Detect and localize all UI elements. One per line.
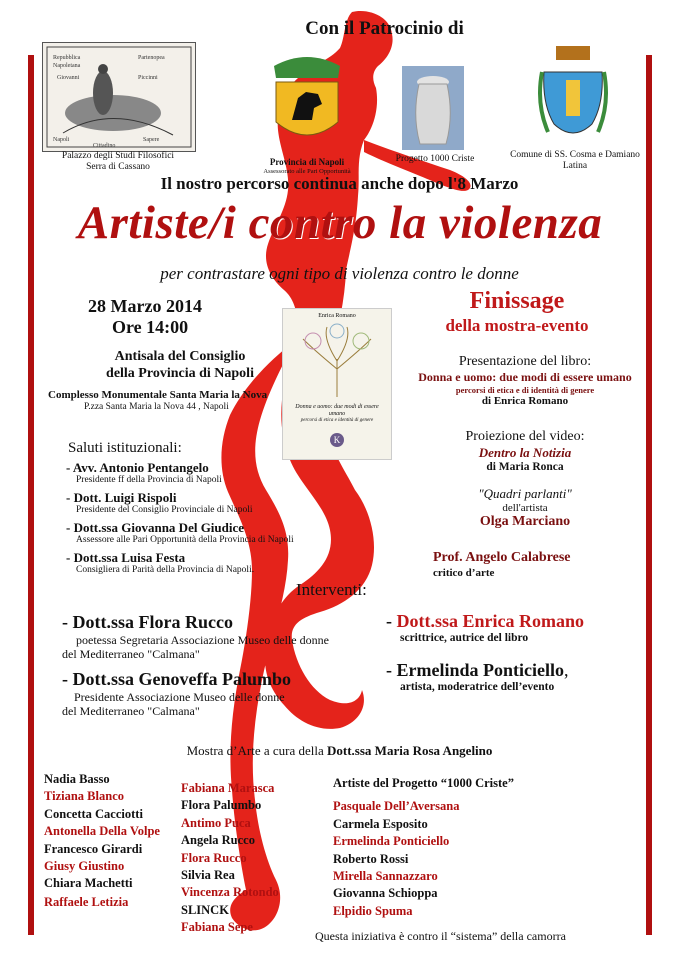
- artist-item: Raffaele Letizia: [44, 894, 129, 909]
- artist-item: Nadia Basso: [44, 772, 110, 786]
- video-author: di Maria Ronca: [486, 461, 564, 473]
- saluti-name-3: - Dott.ssa Giovanna Del Giudice: [66, 520, 245, 535]
- footer-note: Questa iniziativa è contro il “sistema” della camorra: [315, 929, 566, 943]
- comune-coat-of-arms: [538, 44, 608, 144]
- interventi-right: [386, 611, 646, 693]
- interventi-left: [62, 612, 392, 718]
- book-cover-subtitle: percorsi di etica e identità di genere: [300, 418, 374, 423]
- book-cover: [282, 308, 392, 460]
- engraving-caption-8: Cittadino: [93, 143, 116, 149]
- comune-caption-line-1: Comune di SS. Cosma e Damiano: [510, 150, 640, 160]
- engraving-illustration-icon: [43, 43, 195, 151]
- intervento-enrica-romano-name: Dott.ssa Enrica Romano: [396, 611, 584, 631]
- intervento-ermelinda-ponticiello: [386, 660, 646, 681]
- intervento-genoveffa-palumbo-role-1: Presidente Associazione Museo delle donne: [74, 690, 285, 704]
- artists-column-3: [333, 775, 573, 920]
- artists-column-2: [181, 780, 321, 937]
- palazzo-caption-line-1: Palazzo degli Studi Filosofici: [61, 151, 175, 161]
- intervento-genoveffa-palumbo-role-2: del Mediterraneo "Calmana": [62, 704, 200, 718]
- saluti-role-4: Consigliera di Parità della Provincia di Napoli.: [76, 565, 255, 575]
- engraving-caption-2: Napoletana: [53, 63, 81, 69]
- mostra-curator: Dott.ssa Maria Rosa Angelino: [327, 743, 493, 758]
- saluti-list: [66, 460, 366, 576]
- event-time: Ore 14:00: [112, 317, 189, 337]
- ceramic-vase-icon: [402, 66, 464, 150]
- saluti-label: Saluti istituzionali:: [68, 440, 182, 456]
- provincia-caption-line-2: Assessorato alle Pari Opportunità: [263, 168, 351, 175]
- artist-item: Chiara Machetti: [44, 876, 133, 891]
- event-venue-line-2: della Provincia di Napoli: [106, 366, 254, 381]
- artist-item: Flora Palumbo: [181, 798, 262, 813]
- provincia-caption-line-1: Provincia di Napoli: [269, 157, 345, 167]
- engraving-caption-4: Giovanni: [57, 75, 80, 81]
- comune-caption: [500, 150, 650, 172]
- engraving-caption-1: Repubblica: [53, 55, 81, 61]
- artist-item: Pasquale Dell’Aversana: [333, 799, 460, 814]
- quadri-line: dell'artista: [502, 502, 548, 514]
- progetto-criste-photo: [402, 66, 464, 150]
- presentation-label: Presentazione del libro:: [458, 354, 592, 369]
- artist-item: Francesco Girardi: [44, 841, 143, 856]
- interventi-label: Interventi:: [296, 580, 367, 599]
- artists-column-1: [44, 771, 194, 911]
- artist-item: Angela Rucco: [181, 833, 255, 848]
- mostra-line: [0, 743, 679, 759]
- saluti-role-2: Presidente del Consiglio Provinciale di Napoli: [76, 505, 253, 515]
- critic-name: Prof. Angelo Calabrese: [433, 550, 571, 565]
- quadri-title: "Quadri parlanti": [478, 486, 572, 501]
- intervento-ermelinda-role: artista, moderatrice dell’evento: [400, 681, 555, 693]
- artist-item: Fabiana Marasca: [181, 781, 275, 795]
- artist-item: Carmela Esposito: [333, 816, 428, 831]
- artist-item: Antonella Della Volpe: [44, 824, 160, 839]
- artist-item: Vincenza Rotondo: [181, 885, 279, 900]
- horse-shield-icon: [268, 48, 346, 158]
- artist-item: Silvia Rea: [181, 868, 235, 883]
- engraving-caption-3: Partenopea: [138, 55, 165, 61]
- main-title: Artiste/i contro la violenza: [77, 197, 603, 249]
- book-title: Donna e uomo: due modi di essere umano: [418, 370, 632, 384]
- critic-role: critico d’arte: [433, 567, 495, 579]
- quadri-parlanti: [410, 486, 640, 530]
- book-cover-author: Enrica Romano: [318, 313, 356, 319]
- artist-item: Roberto Rossi: [333, 851, 409, 866]
- intervento-enrica-romano-dash: -: [386, 611, 392, 631]
- event-complex: Complesso Monumentale Santa Maria la Nova: [48, 389, 268, 401]
- patronage-heading: Con il Patrocinio di: [305, 18, 464, 39]
- artist-item: Flora Rucco: [181, 850, 247, 865]
- saluti-name-4: - Dott.ssa Luisa Festa: [66, 550, 186, 565]
- video-label: Proiezione del video:: [465, 429, 585, 444]
- artists-project-label: Artiste del Progetto “1000 Criste”: [333, 776, 514, 790]
- video-title: Dentro la Notizia: [478, 445, 572, 460]
- finissage-title: Finissage: [469, 288, 565, 314]
- book-subtitle: percorsi di etica e di identità di genere: [455, 385, 595, 395]
- subtitle-top: Il nostro percorso continua anche dopo l'8 Marzo: [160, 174, 519, 193]
- event-date: 28 Marzo 2014: [88, 296, 202, 316]
- artist-item: Tiziana Blanco: [44, 789, 124, 804]
- palazzo-engraving-logo: [42, 42, 196, 152]
- book-author: di Enrica Romano: [481, 395, 569, 407]
- palazzo-caption-line-2: Serra di Cassano: [86, 162, 150, 172]
- event-venue: [60, 348, 300, 382]
- intervento-flora-rucco-role-1: poetessa Segretaria Associazione Museo delle donne: [76, 633, 329, 647]
- intervento-ermelinda-comma: ,: [563, 660, 569, 680]
- artist-item: Antimo Puca: [181, 815, 251, 830]
- event-address: P.zza Santa Maria la Nova 44 , Napoli: [84, 402, 229, 412]
- artist-item: Giovanna Schioppa: [333, 886, 438, 901]
- book-presentation: [400, 354, 650, 407]
- event-venue-line-1: Antisala del Consiglio: [114, 349, 246, 364]
- engraving-caption-6: Napoli: [53, 137, 70, 143]
- quadri-artist: Olga Marciano: [479, 514, 571, 529]
- progetto-caption: Progetto 1000 Criste: [395, 154, 475, 164]
- artist-item: Giusy Giustino: [44, 859, 125, 874]
- engraving-caption-7: Sapere: [143, 137, 160, 143]
- tree-illustration-icon: [283, 319, 391, 399]
- artist-item: Elpidio Spuma: [333, 903, 413, 918]
- intervento-flora-rucco: - Dott.ssa Flora Rucco: [62, 612, 233, 632]
- artist-item: Concetta Cacciotti: [44, 806, 143, 821]
- intervento-genoveffa-palumbo: - Dott.ssa Genoveffa Palumbo: [62, 669, 291, 689]
- artist-item: Ermelinda Ponticiello: [333, 834, 450, 849]
- saluti-name-1: - Avv. Antonio Pentangelo: [66, 460, 209, 475]
- artist-item: Fabiana Sepe: [181, 920, 253, 935]
- saluti-role-1: Presidente ff della Provincia di Napoli: [76, 475, 222, 485]
- palazzo-caption: [30, 151, 206, 173]
- finissage-subtitle: della mostra-evento: [445, 316, 589, 335]
- book-cover-title: Donna e uomo: due modi di essere umano: [295, 404, 379, 417]
- publisher-logo-icon: K: [330, 433, 344, 447]
- mostra-prefix: Mostra d’Arte a cura della: [186, 743, 328, 758]
- intervento-enrica-romano-role: scrittrice, autrice del libro: [400, 632, 529, 644]
- saluti-name-2: - Dott. Luigi Rispoli: [66, 490, 177, 505]
- intervento-ermelinda-dash: -: [386, 660, 392, 680]
- artist-item: Mirella Sannazzaro: [333, 869, 438, 884]
- video-projection: [410, 429, 640, 473]
- intervento-enrica-romano: [386, 611, 646, 632]
- intervento-flora-rucco-role-2: del Mediterraneo "Calmana": [62, 647, 200, 661]
- engraving-caption-5: Piccinni: [138, 75, 158, 81]
- provincia-napoli-logo: [268, 48, 346, 158]
- tower-shield-icon: [538, 44, 608, 144]
- comune-caption-line-2: Latina: [562, 161, 588, 171]
- saluti-role-3: Assessore alle Pari Opportunità della Provincia di Napoli: [76, 535, 294, 545]
- intervento-ermelinda-name: Ermelinda Ponticiello: [396, 660, 564, 680]
- artist-item: SLINCK: [181, 902, 229, 917]
- tagline: per contrastare ogni tipo di violenza contro le donne: [160, 264, 519, 283]
